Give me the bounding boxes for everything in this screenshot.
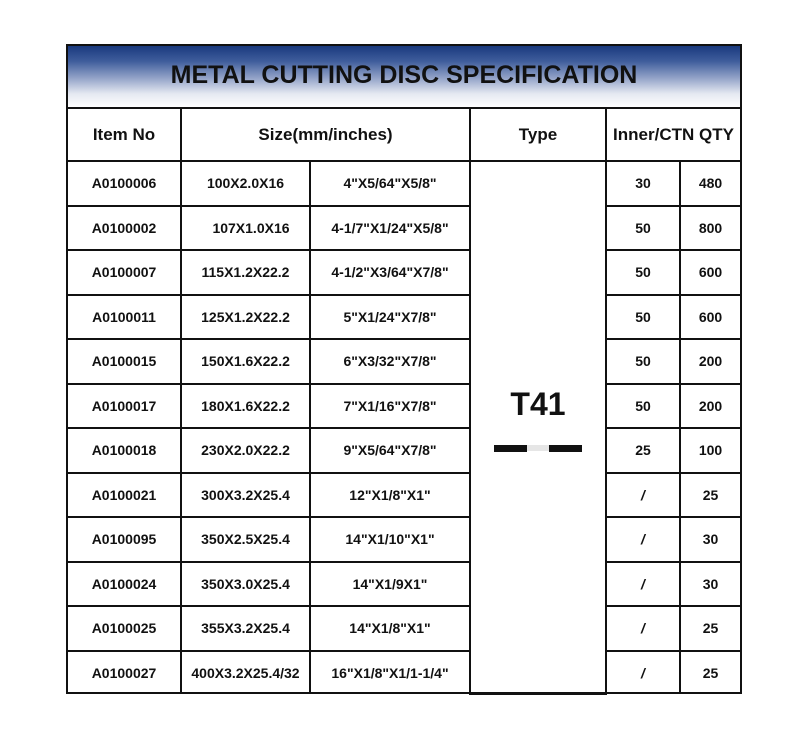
inner-qty: / — [606, 606, 680, 651]
item-no: A0100007 — [68, 250, 181, 295]
spec-table — [68, 109, 740, 695]
inner-qty: 50 — [606, 339, 680, 384]
ctn-qty: 100 — [680, 428, 740, 473]
inner-qty: 50 — [606, 295, 680, 340]
item-no: A0100095 — [68, 517, 181, 562]
header-row — [68, 109, 740, 161]
item-no: A0100027 — [68, 651, 181, 695]
header-type: Type — [470, 109, 606, 161]
type-label: T41 — [510, 385, 566, 422]
size-mm: 230X2.0X22.2 — [181, 428, 310, 473]
item-no: A0100025 — [68, 606, 181, 651]
inner-qty: 50 — [606, 206, 680, 251]
item-no: A0100006 — [68, 161, 181, 206]
inner-qty: 30 — [606, 161, 680, 206]
spec-sheet — [66, 44, 742, 694]
inner-qty: / — [606, 517, 680, 562]
table-row — [68, 517, 740, 562]
size-mm: 350X2.5X25.4 — [181, 517, 310, 562]
table-row — [68, 562, 740, 607]
size-mm: 350X3.0X25.4 — [181, 562, 310, 607]
inner-qty: 50 — [606, 250, 680, 295]
inner-qty: / — [606, 473, 680, 518]
size-inch: 14"X1/9X1" — [310, 562, 470, 607]
size-inch: 16"X1/8"X1/1-1/4" — [310, 651, 470, 695]
size-mm: 400X3.2X25.4/32 — [181, 651, 310, 695]
size-mm: 125X1.2X22.2 — [181, 295, 310, 340]
size-inch: 4-1/7"X1/24"X5/8" — [310, 206, 470, 251]
size-inch: 14"X1/10"X1" — [310, 517, 470, 562]
ctn-qty: 200 — [680, 339, 740, 384]
table-row — [68, 295, 740, 340]
ctn-qty: 480 — [680, 161, 740, 206]
size-mm: 300X3.2X25.4 — [181, 473, 310, 518]
type-cell — [470, 161, 606, 694]
ctn-qty: 600 — [680, 250, 740, 295]
size-mm: 150X1.6X22.2 — [181, 339, 310, 384]
size-mm: 355X3.2X25.4 — [181, 606, 310, 651]
item-no: A0100017 — [68, 384, 181, 429]
size-mm: 115X1.2X22.2 — [181, 250, 310, 295]
flat-disc-profile-icon — [494, 445, 582, 452]
header-item-no: Item No — [68, 109, 181, 161]
ctn-qty: 600 — [680, 295, 740, 340]
size-inch: 12"X1/8"X1" — [310, 473, 470, 518]
item-no: A0100002 — [68, 206, 181, 251]
header-size: Size(mm/inches) — [181, 109, 470, 161]
ctn-qty: 25 — [680, 606, 740, 651]
ctn-qty: 25 — [680, 651, 740, 695]
size-inch: 9"X5/64"X7/8" — [310, 428, 470, 473]
inner-qty: / — [606, 562, 680, 607]
item-no: A0100015 — [68, 339, 181, 384]
size-inch: 6"X3/32"X7/8" — [310, 339, 470, 384]
size-inch: 4"X5/64"X5/8" — [310, 161, 470, 206]
inner-qty: / — [606, 651, 680, 695]
table-row — [68, 473, 740, 518]
ctn-qty: 800 — [680, 206, 740, 251]
table-row — [68, 651, 740, 695]
ctn-qty: 200 — [680, 384, 740, 429]
item-no: A0100018 — [68, 428, 181, 473]
table-row — [68, 250, 740, 295]
size-mm: 100X2.0X16 — [181, 161, 310, 206]
size-inch: 14"X1/8"X1" — [310, 606, 470, 651]
table-row — [68, 384, 740, 429]
size-mm: 180X1.6X22.2 — [181, 384, 310, 429]
header-qty: Inner/CTN QTY — [606, 109, 740, 161]
table-row — [68, 161, 740, 206]
item-no: A0100011 — [68, 295, 181, 340]
table-row — [68, 428, 740, 473]
table-row — [68, 206, 740, 251]
title-bar — [68, 46, 740, 109]
size-inch: 7"X1/16"X7/8" — [310, 384, 470, 429]
table-row — [68, 606, 740, 651]
size-inch: 4-1/2"X3/64"X7/8" — [310, 250, 470, 295]
page-title: METAL CUTTING DISC SPECIFICATION — [170, 61, 638, 89]
size-inch: 5"X1/24"X7/8" — [310, 295, 470, 340]
size-mm: 107X1.0X16 — [181, 206, 310, 251]
inner-qty: 50 — [606, 384, 680, 429]
ctn-qty: 30 — [680, 562, 740, 607]
table-row — [68, 339, 740, 384]
ctn-qty: 25 — [680, 473, 740, 518]
inner-qty: 25 — [606, 428, 680, 473]
item-no: A0100021 — [68, 473, 181, 518]
item-no: A0100024 — [68, 562, 181, 607]
ctn-qty: 30 — [680, 517, 740, 562]
